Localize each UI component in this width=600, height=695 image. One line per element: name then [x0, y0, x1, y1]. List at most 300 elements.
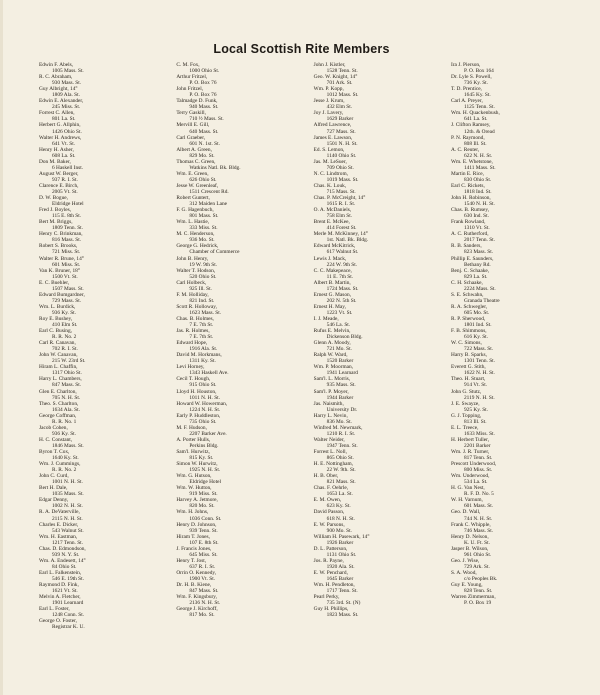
member-address: 2207 Barker Ave. — [189, 430, 227, 437]
member-name: Sam'l. P. Moyer, — [313, 388, 349, 395]
member-name: Everett G. Stith, — [450, 364, 486, 371]
member-entry — [451, 74, 579, 86]
member-entry — [314, 340, 442, 352]
member-name: Sam'l. Hurwitz, — [176, 449, 210, 455]
member-name: C. C. Makepeace, — [313, 267, 352, 274]
member-name: J. Francis Jones, — [176, 545, 212, 552]
member-name: Terry Gaskill, — [176, 110, 206, 117]
member-address: 546 E. 19th St. — [52, 575, 84, 582]
member-name: Melvin A. Fletcher, — [39, 594, 81, 601]
member-name: Guy Albright, 14° — [39, 86, 78, 93]
member-address: 1916 Ala. St. — [189, 346, 218, 353]
member-name: Dr. Lyle S. Powell, — [450, 74, 492, 81]
member-name: C. M. Fox, — [176, 62, 200, 68]
member-entry — [39, 159, 167, 171]
member-name: W. H. Varnum, — [450, 497, 483, 504]
member-address: 1846 Mass. St. — [52, 442, 84, 449]
member-name: Edwin F. Abels, — [39, 62, 74, 68]
member-address: 915 Ohio St. — [189, 382, 217, 389]
member-address: 821 Ind. St. — [189, 297, 215, 304]
member-name: G. J. Topping, — [450, 412, 482, 419]
member-address: R. R. No. 2 — [52, 334, 77, 341]
member-address: P. O. Box 76 — [189, 80, 217, 87]
member-address: 919 Miss. St. — [189, 491, 218, 498]
member-address: 1210 R. I. St. — [326, 430, 356, 437]
member-name: Guy E. Young, — [450, 582, 483, 589]
member-name: Bert H. Dale, — [39, 485, 68, 492]
member-name: Walter R. Brune, 14° — [39, 255, 84, 262]
member-name: Forrest L. Noll, — [313, 449, 347, 455]
member-address: 828 Tenn. St. — [463, 588, 493, 595]
member-address: 817 Tenn. St. — [463, 455, 493, 462]
member-name: Brent E. McKee, — [313, 219, 350, 226]
member-address: University Dr. — [326, 406, 358, 413]
member-entry — [39, 292, 167, 304]
member-address: 1131 Ohio St. — [326, 551, 357, 558]
member-name: George Coffman, — [39, 412, 77, 419]
member-entry — [451, 558, 579, 570]
member-entry — [39, 389, 167, 401]
member-name: Early P. Huddleston, — [176, 412, 221, 419]
member-address: 7 E. 7th St. — [189, 334, 214, 341]
member-name: C. H. Schaake, — [450, 279, 483, 286]
member-entry — [176, 437, 304, 449]
member-name: Jos. R. Payne, — [313, 557, 344, 564]
member-entry — [451, 219, 579, 231]
member-address: 815 Ky. St. — [189, 455, 214, 462]
member-name: Guy H. Phillips, — [313, 606, 349, 613]
member-entry — [451, 437, 579, 449]
member-address: 705 N. H. St. — [52, 394, 81, 401]
member-address: 107 E. 8th St. — [189, 539, 219, 546]
member-entry — [176, 171, 304, 183]
member-name: Rufus E. Melvin, — [313, 328, 351, 335]
member-address: 936 Ky. St. — [52, 309, 76, 316]
member-address: 630 Ind. St. — [463, 213, 489, 220]
member-entry — [176, 280, 304, 292]
member-address: 12th. & Oread — [463, 128, 495, 135]
member-name: Henry D. Nelson, — [450, 533, 489, 540]
member-entry — [39, 449, 167, 461]
member-column-4 — [451, 62, 579, 672]
member-entry — [39, 316, 167, 328]
member-entry — [314, 86, 442, 98]
member-entry — [176, 534, 304, 546]
member-name: Edgar Denny, — [39, 497, 69, 504]
member-address: 939 Tenn. St. — [189, 527, 218, 534]
member-address: 816 Mass. St. — [52, 237, 82, 244]
member-address: 836 Mo. St. — [326, 418, 352, 425]
member-name: Carl Graeber, — [176, 134, 206, 141]
member-address: 1633 Miss. St. — [463, 430, 495, 437]
member-address: 1634 Ala. St. — [52, 406, 80, 413]
member-address: 637 R. I. St. — [189, 563, 216, 570]
member-entry — [451, 497, 579, 509]
member-address: 1426 Ohio St. — [52, 128, 82, 135]
member-entry — [314, 280, 442, 292]
member-name: Wm. J. Cummings, — [39, 461, 81, 468]
member-entry — [314, 376, 442, 388]
member-name: Talmadge D. Funk, — [176, 98, 218, 105]
member-entry — [451, 207, 579, 219]
member-name: Ira J. Pierson, — [450, 62, 481, 68]
member-address: 2017 Tenn. St. — [463, 237, 495, 244]
member-entry — [39, 110, 167, 122]
member-entry — [176, 570, 304, 582]
member-address: 2224 Mass. St. — [463, 285, 496, 292]
member-address: 1809 Ala. St. — [52, 92, 80, 99]
member-name: S. E. Schwahn, — [450, 291, 484, 298]
member-entry — [451, 110, 579, 122]
member-name: H. B. Ober, — [313, 473, 339, 480]
member-entry — [39, 147, 167, 159]
member-name: N. C. Lindtrom, — [313, 170, 348, 177]
member-address: Registrar K. U. — [52, 624, 85, 631]
member-name: Wm. A. Endesett, 14° — [39, 557, 86, 564]
member-name: S. A. Wood, — [450, 569, 477, 576]
member-entry — [39, 594, 167, 606]
member-entry — [176, 425, 304, 437]
member-address: R. F. D. No. 5 — [463, 491, 494, 498]
member-entry — [451, 328, 579, 340]
member-entry — [39, 135, 167, 147]
member-entry — [314, 74, 442, 86]
member-entry — [451, 268, 579, 280]
member-entry — [39, 183, 167, 195]
member-name: M. F. Hudson, — [176, 424, 207, 431]
member-address: 1540 N. H. St. — [463, 201, 495, 208]
member-entry — [451, 485, 579, 497]
member-name: Scott R. Holloway, — [176, 303, 217, 310]
member-entry — [314, 497, 442, 509]
member-entry — [176, 522, 304, 534]
member-entry — [176, 389, 304, 401]
member-name: W. C. Simons, — [450, 340, 482, 347]
member-entry — [39, 74, 167, 86]
member-address: 701 Ark. St. — [326, 80, 353, 87]
member-name: Glen E. Charlton, — [39, 388, 77, 395]
member-address: 1622 N. H. St. — [463, 370, 495, 377]
member-name: Chas. B. Holmes, — [176, 315, 214, 322]
member-name: Edwin E. Alexander, — [39, 98, 84, 105]
member-address: 115 E. 8th St. — [52, 213, 82, 220]
member-entry — [176, 606, 304, 618]
member-name: R. B. Sanders, — [450, 243, 482, 250]
member-name: Henry H. Asher, — [39, 146, 74, 153]
member-name: R. P. Sherwood, — [450, 315, 486, 322]
member-entry — [451, 352, 579, 364]
member-entry — [39, 195, 167, 207]
member-address: 1926 Barker — [326, 539, 354, 546]
member-name: Earl C. Rickets, — [450, 182, 485, 189]
member-entry — [451, 316, 579, 328]
member-name: H. Herbert Tuller, — [450, 436, 490, 443]
member-address: Perkins Bldg. — [189, 442, 219, 449]
member-name: Frank Rowland, — [450, 219, 486, 226]
member-name: Howard W. Howerman, — [176, 400, 228, 407]
member-entry — [314, 159, 442, 171]
member-column-3 — [314, 62, 442, 672]
member-name: F. G. Hagenbuch, — [176, 207, 214, 214]
member-address: 746 Mass. St. — [463, 527, 494, 534]
member-entry — [176, 62, 304, 74]
member-name: Wm. H. Quackenbush, — [450, 110, 500, 117]
member-entry — [451, 570, 579, 582]
member-address: 1011 N. H. St. — [189, 394, 221, 401]
member-address: 709 Ohio St. — [326, 164, 354, 171]
member-name: Hiram T. Jones, — [176, 533, 210, 540]
member-address: 847 Mass. St. — [189, 588, 219, 595]
member-name: D. W. Bogue, — [39, 195, 68, 202]
member-name: Clarence E. Birch, — [39, 182, 79, 189]
member-name: Martin E. Rice, — [450, 170, 484, 177]
member-entry — [176, 558, 304, 570]
member-address: 820 Mo. St. — [189, 503, 215, 510]
member-address: 616 Ky. St. — [463, 334, 488, 341]
member-entry — [314, 546, 442, 558]
member-name: H. C. Constant, — [39, 436, 73, 443]
member-entry — [314, 401, 442, 413]
member-name: Wm. P. Kopp, — [313, 86, 344, 93]
member-name: Phillip E. Saunders, — [450, 255, 494, 262]
member-address: c/o Peoples Bk. — [463, 575, 498, 582]
member-address: 7 E. 7th St. — [189, 322, 214, 329]
member-name: Walter H. Andrews, — [39, 134, 82, 141]
member-entry — [39, 256, 167, 268]
member-address: 215 W. 23rd St. — [52, 358, 86, 365]
member-address: 1941 Learnard — [326, 370, 358, 377]
member-address: 224 W. 9th St. — [326, 261, 358, 268]
member-name: Wm. J. R. Turner, — [450, 449, 490, 455]
member-address: 1012 Mass. St. — [326, 92, 359, 99]
member-entry — [451, 98, 579, 110]
member-entry — [314, 304, 442, 316]
member-entry — [451, 280, 579, 292]
member-address: 900 Mo. St. — [326, 527, 352, 534]
member-address: 1501 N. H. St. — [326, 140, 358, 147]
member-address: 608 La. St. — [52, 152, 76, 159]
member-address: 1621 Vt. St. — [52, 588, 78, 595]
member-name: Sam'l. L. Morris, — [313, 376, 351, 383]
member-entry — [314, 195, 442, 207]
member-name: Levi Horney, — [176, 364, 205, 371]
member-address: 830 Ohio St. — [463, 176, 492, 183]
member-entry — [39, 485, 167, 497]
member-name: J. E. Swayze, — [450, 400, 480, 407]
member-address: 245 Miss. St. — [52, 104, 81, 111]
member-name: Bert M. Briggs, — [39, 219, 73, 226]
member-entry — [176, 159, 304, 171]
member-entry — [451, 147, 579, 159]
member-entry — [451, 86, 579, 98]
member-entry — [176, 304, 304, 316]
member-address: 520 Ohio St. — [189, 273, 217, 280]
member-address: 19 W. 9th St. — [189, 261, 218, 268]
member-address: 22 W. 9th. St. — [326, 467, 356, 474]
member-entry — [451, 243, 579, 255]
member-address: 1310 Vt. St. — [463, 225, 490, 232]
member-entry — [314, 558, 442, 570]
member-entry — [176, 195, 304, 207]
member-entry — [39, 522, 167, 534]
member-name: Lewis J. Mack, — [313, 255, 347, 262]
member-name: O. A. McDaniels, — [313, 207, 352, 214]
member-entry — [39, 425, 167, 437]
member-address: 1st. Natl. Bk. Bldg. — [326, 237, 369, 244]
member-address: 925 Ill. St. — [189, 285, 212, 292]
member-column-1 — [39, 62, 167, 672]
member-entry — [176, 86, 304, 98]
member-name: Theo. H. Stuart, — [450, 376, 486, 383]
member-entry — [451, 304, 579, 316]
member-name: Earl L. Foster, — [39, 606, 70, 613]
member-entry — [176, 497, 304, 509]
member-address: 2201 Barker — [463, 442, 491, 449]
member-entry — [451, 449, 579, 461]
member-entry — [314, 171, 442, 183]
member-address: 702 R. I. St. — [52, 346, 78, 353]
member-entry — [176, 74, 304, 86]
member-entry — [39, 219, 167, 231]
member-address: 601 N. 1st. St. — [189, 140, 220, 147]
member-name: Wm. G. Hutson, — [176, 473, 212, 480]
member-name: Jasper B. Wilson, — [450, 545, 489, 552]
member-address: 1507 Mass. St. — [52, 285, 84, 292]
member-address: 1809 Tenn. St. — [52, 225, 83, 232]
member-address: 1823 Mass. St. — [326, 612, 359, 619]
member-address: 623 Ky. St. — [326, 503, 351, 510]
member-address: 1901 Learnard — [52, 600, 84, 607]
member-entry — [39, 401, 167, 413]
member-entry — [314, 582, 442, 594]
member-address: 414 Forest St. — [326, 225, 357, 232]
member-entry — [451, 340, 579, 352]
member-address: Eldridge Hotel — [52, 201, 84, 208]
member-address: 721 Miss. St. — [52, 249, 81, 256]
member-name: Earl L. Falkenstein, — [39, 569, 82, 576]
member-name: Ed. S. Lemon, — [313, 146, 345, 153]
member-entry — [451, 509, 579, 521]
member-address: 84 Ohio St. — [52, 563, 77, 570]
member-name: Wm. W. Hutton, — [176, 485, 212, 492]
member-entry — [39, 413, 167, 425]
member-address: 722 Mass. St. — [463, 346, 494, 353]
member-entry — [176, 449, 304, 461]
member-address: 1001 N. H. St. — [52, 479, 83, 486]
member-entry — [314, 231, 442, 243]
member-address: 2136 N. H. St. — [189, 600, 221, 607]
member-address: 727 Mass. St. — [326, 128, 356, 135]
member-name: Cecil T. Hough, — [176, 376, 211, 383]
member-entry — [314, 461, 442, 473]
member-name: John B. Henry, — [176, 255, 209, 262]
member-address: 1801 Ind. St. — [463, 322, 492, 329]
member-name: Benj. C. Schaake, — [450, 267, 490, 274]
member-entry — [451, 231, 579, 243]
member-name: George G. Hedrick, — [176, 243, 219, 250]
member-address: Bethany Rd. — [463, 261, 491, 268]
member-entry — [176, 594, 304, 606]
member-entry — [39, 473, 167, 485]
member-name: Harry L. Nevin, — [313, 412, 348, 419]
member-address: 937 R. I. St. — [52, 176, 78, 183]
member-name: Frank C. Whipple, — [450, 521, 491, 528]
member-address: 601 Mass. St. — [463, 503, 494, 510]
member-name: Glenn A. Moody, — [313, 340, 351, 347]
member-entry — [314, 534, 442, 546]
member-name: Arthur Fritzel, — [176, 74, 208, 81]
member-entry — [176, 413, 304, 425]
member-name: Orrin O. Kennedy, — [176, 569, 217, 576]
member-address: 758 Elm St. — [326, 213, 353, 220]
member-entry — [451, 195, 579, 207]
member-address: 1645 Ky. St. — [463, 92, 491, 99]
member-name: Harry L. Chambers, — [39, 376, 82, 383]
member-entry — [451, 292, 579, 304]
member-entry — [39, 98, 167, 110]
member-entry — [451, 401, 579, 413]
member-entry — [314, 183, 442, 195]
member-entry — [314, 606, 442, 618]
member-entry — [176, 207, 304, 219]
member-entry — [39, 231, 167, 243]
member-address: 432 Elm St. — [326, 104, 353, 111]
member-entry — [314, 364, 442, 376]
member-address: P. O. Box 164 — [463, 68, 494, 75]
member-entry — [451, 364, 579, 376]
member-address: 939 N. Y. St. — [52, 551, 80, 558]
member-entry — [314, 437, 442, 449]
member-name: Jas. R. Holmes, — [176, 328, 210, 335]
member-address: 1925 N. H. St. — [189, 467, 221, 474]
member-address: 847 Mass. St. — [52, 382, 82, 389]
member-entry — [314, 256, 442, 268]
member-name: Warren Zimmerman, — [450, 594, 496, 601]
member-address: 1520 Barker — [326, 358, 354, 365]
member-address: 410 Elm St. — [52, 322, 78, 329]
member-name: Chas. P. McCreight, 14° — [313, 195, 366, 202]
member-entry — [39, 364, 167, 376]
member-entry — [176, 316, 304, 328]
member-name: Wm. L. Hastie, — [176, 219, 210, 226]
member-entry — [176, 243, 304, 255]
member-name: Harry B. Sparks, — [450, 352, 487, 359]
member-address: 2119 N. H. St. — [463, 394, 495, 401]
member-entry — [39, 340, 167, 352]
member-entry — [314, 570, 442, 582]
member-name: Wm. E. Whetstone, — [450, 158, 493, 165]
member-address: 940 Mass. St. — [189, 104, 219, 111]
member-name: P. N. Raymond, — [450, 134, 485, 141]
member-entry — [176, 135, 304, 147]
member-name: Wm. P. Moorman, — [313, 364, 353, 371]
member-name: F. M. Holliday, — [176, 291, 209, 298]
member-entry — [39, 171, 167, 183]
member-address: 1035 Mass. St. — [52, 491, 84, 498]
member-entry — [39, 546, 167, 558]
member-address: P. O. Box 76 — [189, 92, 217, 99]
member-address: 617 Walnut St. — [326, 249, 359, 256]
member-name: Robert S. Brooks, — [39, 243, 78, 250]
member-entry — [176, 147, 304, 159]
member-name: John C. Curd, — [39, 473, 69, 480]
member-address: 823 Mass. St. — [463, 249, 494, 256]
member-address: 1000 Ohio St. — [189, 68, 220, 75]
member-address: 744 N. H. St. — [463, 515, 493, 522]
member-name: Hiram L. Chaffin, — [39, 364, 78, 371]
member-name: Edward Bumgardner, — [39, 291, 85, 298]
member-entry — [314, 268, 442, 280]
